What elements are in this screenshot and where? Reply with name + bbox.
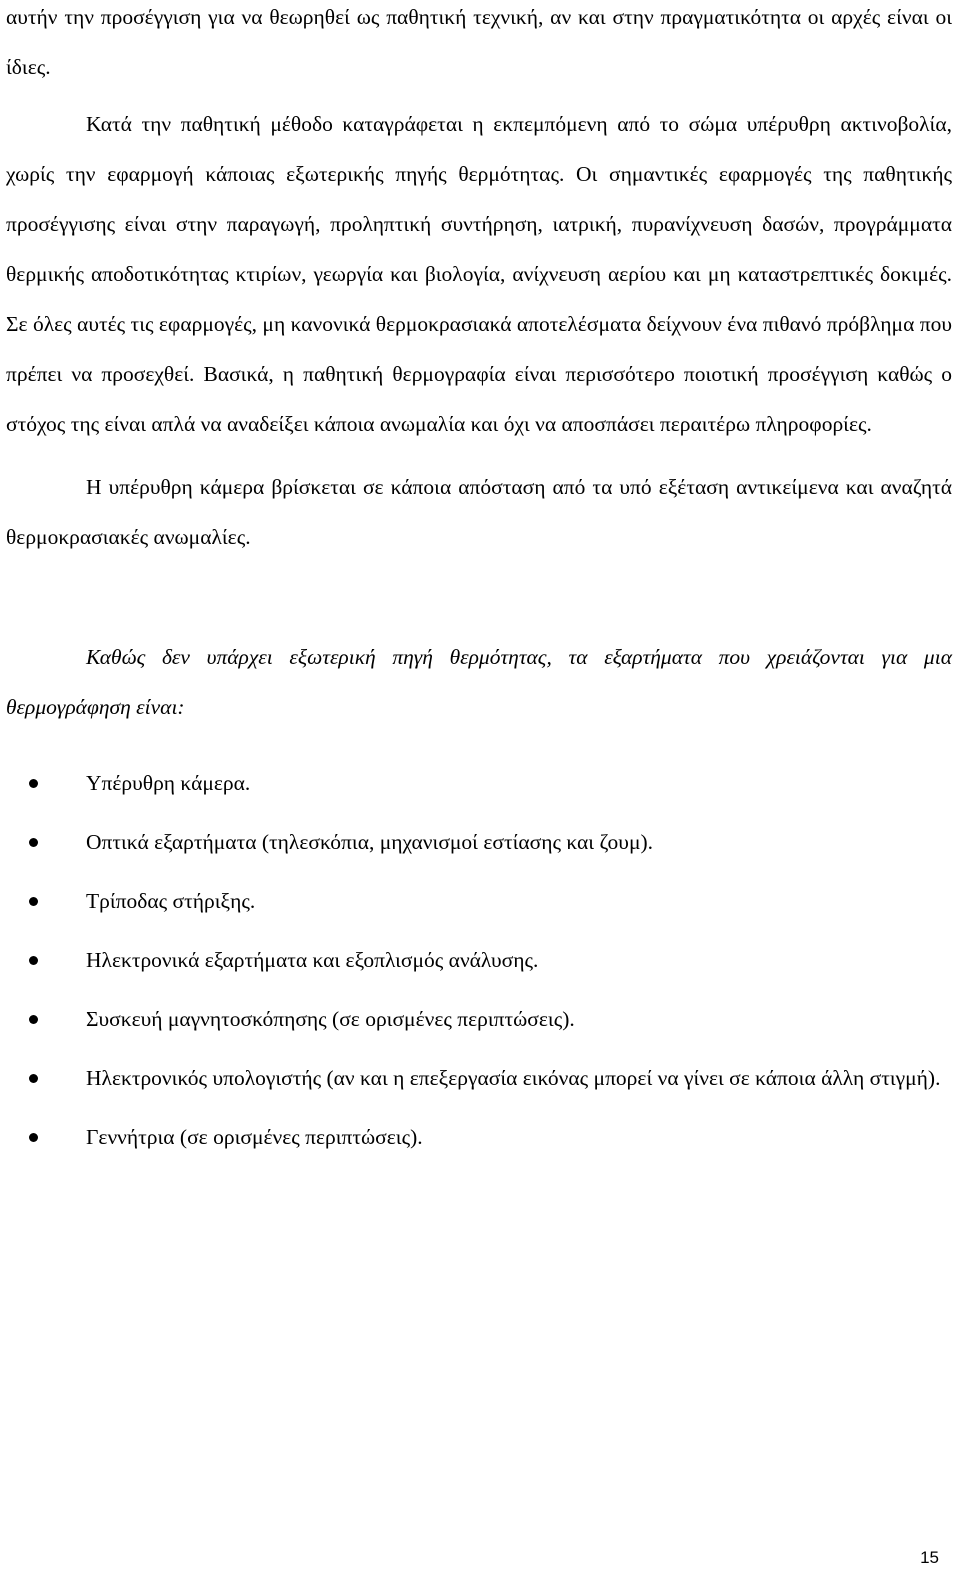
bullet-icon bbox=[29, 1133, 38, 1142]
list-item-text: Συσκευή μαγνητοσκόπησης (σε ορισμένες περιπτώσεις). bbox=[86, 1007, 575, 1031]
list-item bbox=[6, 817, 952, 867]
bullet-icon bbox=[29, 779, 38, 788]
bullet-icon bbox=[29, 838, 38, 847]
list-item-text: Τρίποδας στήριξης. bbox=[86, 889, 256, 913]
list-item-text: Οπτικά εξαρτήματα (τηλεσκόπια, μηχανισμοί εστίασης και ζουμ). bbox=[86, 830, 653, 854]
list-item bbox=[6, 758, 952, 808]
bullet-icon bbox=[29, 956, 38, 965]
paragraph-equipment-intro: Καθώς δεν υπάρχει εξωτερική πηγή θερμότητας, τα εξαρτήματα που χρειάζονται για μια θερμογράφηση είναι: bbox=[6, 645, 952, 719]
list-item-text: Γεννήτρια (σε ορισμένες περιπτώσεις). bbox=[86, 1125, 423, 1149]
list-item bbox=[6, 994, 952, 1044]
list-item-text: Υπέρυθρη κάμερα. bbox=[86, 771, 251, 795]
list-item bbox=[6, 935, 952, 985]
paragraph-continuation: αυτήν την προσέγγιση για να θεωρηθεί ως παθητική τεχνική, αν και στην πραγματικότητα οι αρχές είναι οι ίδιες. bbox=[6, 5, 952, 79]
paragraph-passive-method: Κατά την παθητική μέθοδο καταγράφεται η εκπεμπόμενη από το σώμα υπέρυθρη ακτινοβολία, χωρίς την εφαρμογή κάποιας εξωτερικής πηγής θερμότητας. Οι σημαντικές εφαρμογές της παθητικής προσέγγισης είναι στην παραγωγή, προληπτική συντήρηση, ιατρική, πυρανίχνευση δασών, προγράμματα θερμικής αποδοτικότητας κτιρίων, γεωργία και βιολογία, ανίχνευση αερίου και μη καταστρεπτικές δοκιμές. Σε όλες αυτές τις εφαρμογές, μη κανονικά θερμοκρασιακά αποτελέσματα δείχνουν ένα πιθανό πρόβλημα που πρέπει να προσεχθεί. Βασικά, η παθητική θερμογραφία είναι περισσότερο ποιοτική προσέγγιση καθώς ο στόχος της είναι απλά να αναδείξει κάποια ανωμαλία και όχι να αποσπάσει περαιτέρω πληροφορίες. bbox=[6, 112, 952, 436]
equipment-list bbox=[6, 758, 952, 1162]
list-item-text: Ηλεκτρονικά εξαρτήματα και εξοπλισμός ανάλυσης. bbox=[86, 948, 539, 972]
paragraph-infrared-camera: Η υπέρυθρη κάμερα βρίσκεται σε κάποια απόσταση από τα υπό εξέταση αντικείμενα και αναζητά θερμοκρασιακές ανωμαλίες. bbox=[6, 475, 952, 549]
list-item bbox=[6, 1112, 952, 1162]
bullet-icon bbox=[29, 1074, 38, 1083]
document-page bbox=[6, 0, 952, 1171]
bullet-icon bbox=[29, 897, 38, 906]
list-item bbox=[6, 1053, 952, 1103]
list-item bbox=[6, 876, 952, 926]
list-item-text: Ηλεκτρονικός υπολογιστής (αν και η επεξεργασία εικόνας μπορεί να γίνει σε κάποια άλλη στιγμή). bbox=[86, 1066, 941, 1090]
bullet-icon bbox=[29, 1015, 38, 1024]
page-number: 15 bbox=[920, 1548, 939, 1567]
